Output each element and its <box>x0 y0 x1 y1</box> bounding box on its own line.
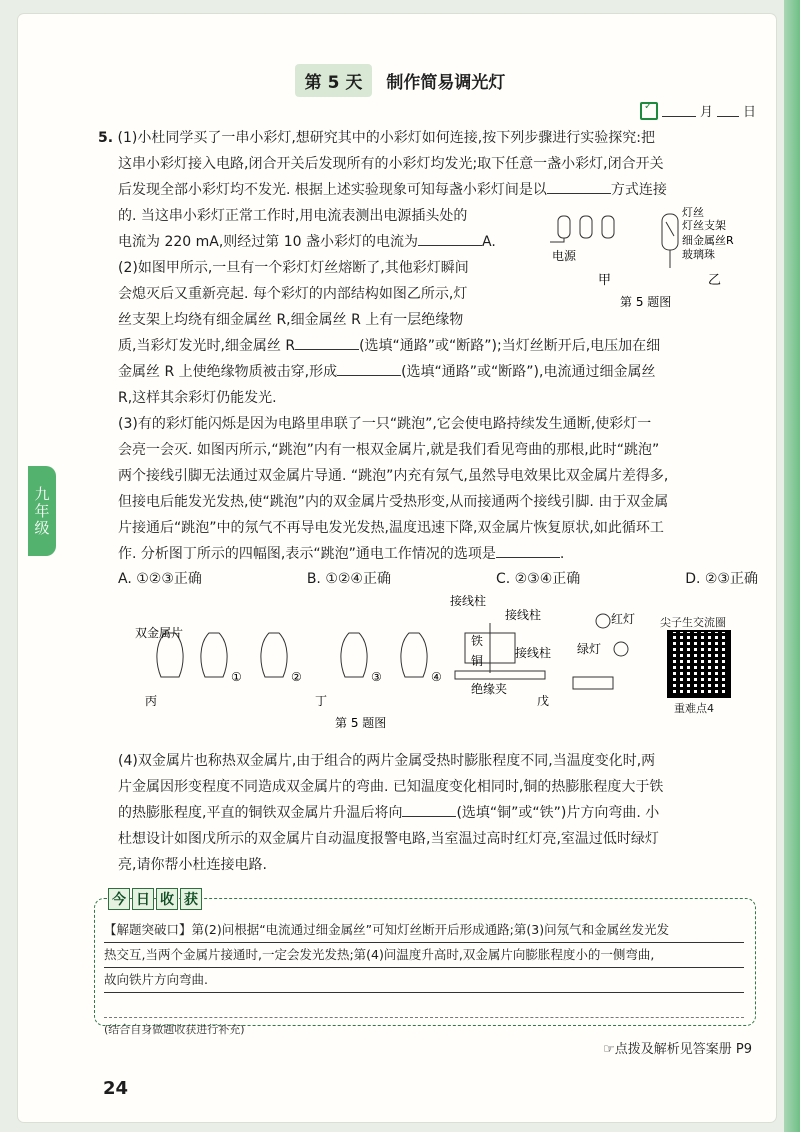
answer-blank-current[interactable] <box>418 231 482 246</box>
question-number: 5. <box>98 130 114 146</box>
text-line: 电流为 220 mA,则经过第 10 盏小彩灯的电流为 <box>118 234 419 250</box>
figure-caption-top: 第 5 题图 <box>620 295 672 309</box>
label-num-3: ③ <box>371 670 382 684</box>
green-lamp-icon <box>614 642 628 656</box>
text-line: 两个接线引脚无法通过双金属片导通. “跳泡”内充有氖气,虽然导电效果比双金属片差得多, <box>118 468 669 484</box>
answer-reference: ☞点拨及解析见答案册 P9 <box>603 1042 752 1057</box>
text-line: (2)如图甲所示,一旦有一个彩灯灯丝熔断了,其他彩灯瞬间 <box>118 260 469 276</box>
qr-bottom-label: 重难点4 <box>674 702 714 715</box>
label-jia: 甲 <box>598 273 612 288</box>
answer-blank-bend[interactable] <box>402 802 456 817</box>
text-line: 片金属因形变程度不同造成双金属片的弯曲. 已知温度变化相同时,铜的热膨胀程度大于铁 <box>118 779 664 795</box>
page-header <box>0 64 800 97</box>
text-line: (选填“通路”或“断路”),电流通过细金属丝 <box>401 364 656 380</box>
question-part4 <box>118 748 758 878</box>
text-line: A. <box>482 234 496 250</box>
day-badge: 第 5 天 <box>295 64 373 97</box>
figure-jia-yi <box>548 202 758 312</box>
battery-icon <box>573 677 613 689</box>
text-line: 丝支架上均绕有细金属丝 R,细金属丝 R 上有一层绝缘物 <box>118 312 464 328</box>
label-bing: 丙 <box>145 694 158 708</box>
label-terminal-2: 接线柱 <box>515 646 552 660</box>
date-field <box>640 101 756 120</box>
answer-blank-connection[interactable] <box>547 179 611 194</box>
option-c[interactable]: C. ②③④正确 <box>495 571 581 587</box>
label-red-lamp: 红灯 <box>611 612 636 626</box>
day-blank[interactable] <box>717 104 739 117</box>
wire-jia <box>550 238 564 242</box>
text-line: 杜想设计如图戊所示的双金属片自动温度报警电路,当室温过高时红灯亮,室温过低时绿灯 <box>118 831 659 847</box>
label-terminal-1: 接线柱 <box>505 608 542 622</box>
label-yi: 乙 <box>708 273 722 288</box>
text-line: 后发现全部小彩灯均不发光. 根据上述实验现象可知每盏小彩灯间是以 <box>118 182 547 198</box>
jumper-bulb-3 <box>341 633 367 677</box>
day-label: 日 <box>742 105 756 120</box>
month-label: 月 <box>699 105 713 120</box>
summary-note: (结合自身做题收获进行补充) <box>104 1023 245 1036</box>
jumper-bulb-2 <box>261 633 287 677</box>
insulation-clamp <box>455 671 545 679</box>
bulb-3 <box>602 216 614 238</box>
label-ding: 丁 <box>315 694 328 708</box>
grade-tab: 九年级 <box>28 466 56 556</box>
page-title: 制作简易调光灯 <box>386 73 506 93</box>
label-wu: 戊 <box>537 694 550 708</box>
label-copper: 铜 <box>471 654 484 668</box>
text-line: 亮,请你帮小杜连接电路. <box>118 857 267 873</box>
summary-title-char: 收 <box>156 888 178 910</box>
text-line: 片接通后“跳泡”中的氖气不再导电发光发热,温度迅速下降,双金属片恢复原状,如此循环工 <box>118 520 664 536</box>
text-line: 这串小彩灯接入电路,闭合开关后发现所有的小彩灯均发光;取下任意一盏小彩灯,闭合开关 <box>118 156 664 172</box>
text-line: 但接电后能发光发热,使“跳泡”内的双金属片受热形变,从而接通两个接线引脚. 由于双金属 <box>118 494 669 510</box>
label-power: 电源 <box>552 249 577 263</box>
label-jiexian: 接线柱 <box>450 594 487 608</box>
text-line: (3)有的彩灯能闪烁是因为电路里串联了一只“跳泡”,它会使电路持续发生通断,使彩灯一 <box>118 416 652 432</box>
label-wire-r: 细金属丝R <box>682 234 734 247</box>
text-line: 金属丝 R 上使绝缘物质被击穿,形成 <box>118 364 338 380</box>
label-num-4: ④ <box>431 670 442 684</box>
page-number: 24 <box>103 1078 129 1099</box>
text-line: 的. 当这串小彩灯正常工作时,用电流表测出电源插头处的 <box>118 208 468 224</box>
text-line: 会亮一会灭. 如图丙所示,“跳泡”内有一根双金属片,就是我们看见弯曲的那根,此时“跳泡” <box>118 442 660 458</box>
summary-title-char: 获 <box>180 888 202 910</box>
month-blank[interactable] <box>662 104 696 117</box>
bulb-2 <box>580 216 592 238</box>
label-insulation: 绝缘夹 <box>471 682 508 696</box>
text-line: 作. 分析图丁所示的四幅图,表示“跳泡”通电工作情况的选项是 <box>118 546 496 562</box>
calendar-check-icon <box>640 102 658 120</box>
summary-line: 【解题突破口】第(2)问根据“电流通过细金属丝”可知灯丝断开后形成通路;第(3)问氖气和金属丝发光发 <box>104 918 744 943</box>
label-green-lamp: 绿灯 <box>577 642 602 656</box>
figure-caption-bottom: 第 5 题图 <box>335 716 387 730</box>
jumper-bulb-4 <box>401 633 427 677</box>
summary-title <box>108 888 202 910</box>
text-line: (选填“通路”或“断路”);当灯丝断开后,电压加在细 <box>359 338 661 354</box>
text-line: R,这样其余彩灯仍能发光. <box>118 390 277 406</box>
label-num-1: ① <box>231 670 242 684</box>
option-b[interactable]: B. ①②④正确 <box>306 571 391 587</box>
page-edge <box>784 0 800 1132</box>
jumper-bulb-1 <box>201 633 227 677</box>
answer-blank-r-state2[interactable] <box>337 361 401 376</box>
bulb-structure <box>662 214 678 250</box>
red-lamp-icon <box>596 614 610 628</box>
summary-line-blank[interactable] <box>104 993 744 1018</box>
options-row <box>118 568 758 588</box>
qr-code-icon[interactable] <box>667 630 731 698</box>
text-line: (4)双金属片也称热双金属片,由于组合的两片金属受热时膨胀程度不同,当温度变化时,两 <box>118 753 656 769</box>
text-line: . <box>559 546 565 562</box>
summary-title-char: 日 <box>132 888 154 910</box>
label-filament: 灯丝 <box>682 206 704 219</box>
answer-blank-r-state1[interactable] <box>295 335 359 350</box>
label-bimetal: 双金属片 <box>135 626 184 640</box>
option-d[interactable]: D. ②③正确 <box>685 571 758 587</box>
label-glass-bead: 玻璃珠 <box>682 248 715 261</box>
label-iron: 铁 <box>471 634 484 648</box>
summary-line: 热交互,当两个金属片接通时,一定会发光发热;第(4)问温度升高时,双金属片向膨胀程度小的一侧弯曲, <box>104 943 744 968</box>
summary-title-char: 今 <box>108 888 130 910</box>
label-bracket: 灯丝支架 <box>682 219 726 232</box>
option-a[interactable]: A. ①②③正确 <box>118 571 202 587</box>
summary-line: 故向铁片方向弯曲. <box>104 968 744 993</box>
text-line: 会熄灭后又重新亮起. 每个彩灯的内部结构如图乙所示,灯 <box>118 286 468 302</box>
text-line: (选填“铜”或“铁”)片方向弯曲. 小 <box>456 805 660 821</box>
qr-top-label: 尖子生交流圈 <box>660 616 726 629</box>
bulb-1 <box>558 216 570 238</box>
text-line: 的热膨胀程度,平直的铜铁双金属片升温后将向 <box>118 805 403 821</box>
answer-blank-option[interactable] <box>496 543 560 558</box>
text-line: 质,当彩灯发光时,细金属丝 R <box>118 338 296 354</box>
text-line: (1)小杜同学买了一串小彩灯,想研究其中的小彩灯如何连接,按下列步骤进行实验探究:把 <box>117 130 655 146</box>
label-num-2: ② <box>291 670 302 684</box>
question-part1 <box>98 125 758 567</box>
text-line: 方式连接 <box>610 182 667 198</box>
summary-text <box>104 918 744 1042</box>
